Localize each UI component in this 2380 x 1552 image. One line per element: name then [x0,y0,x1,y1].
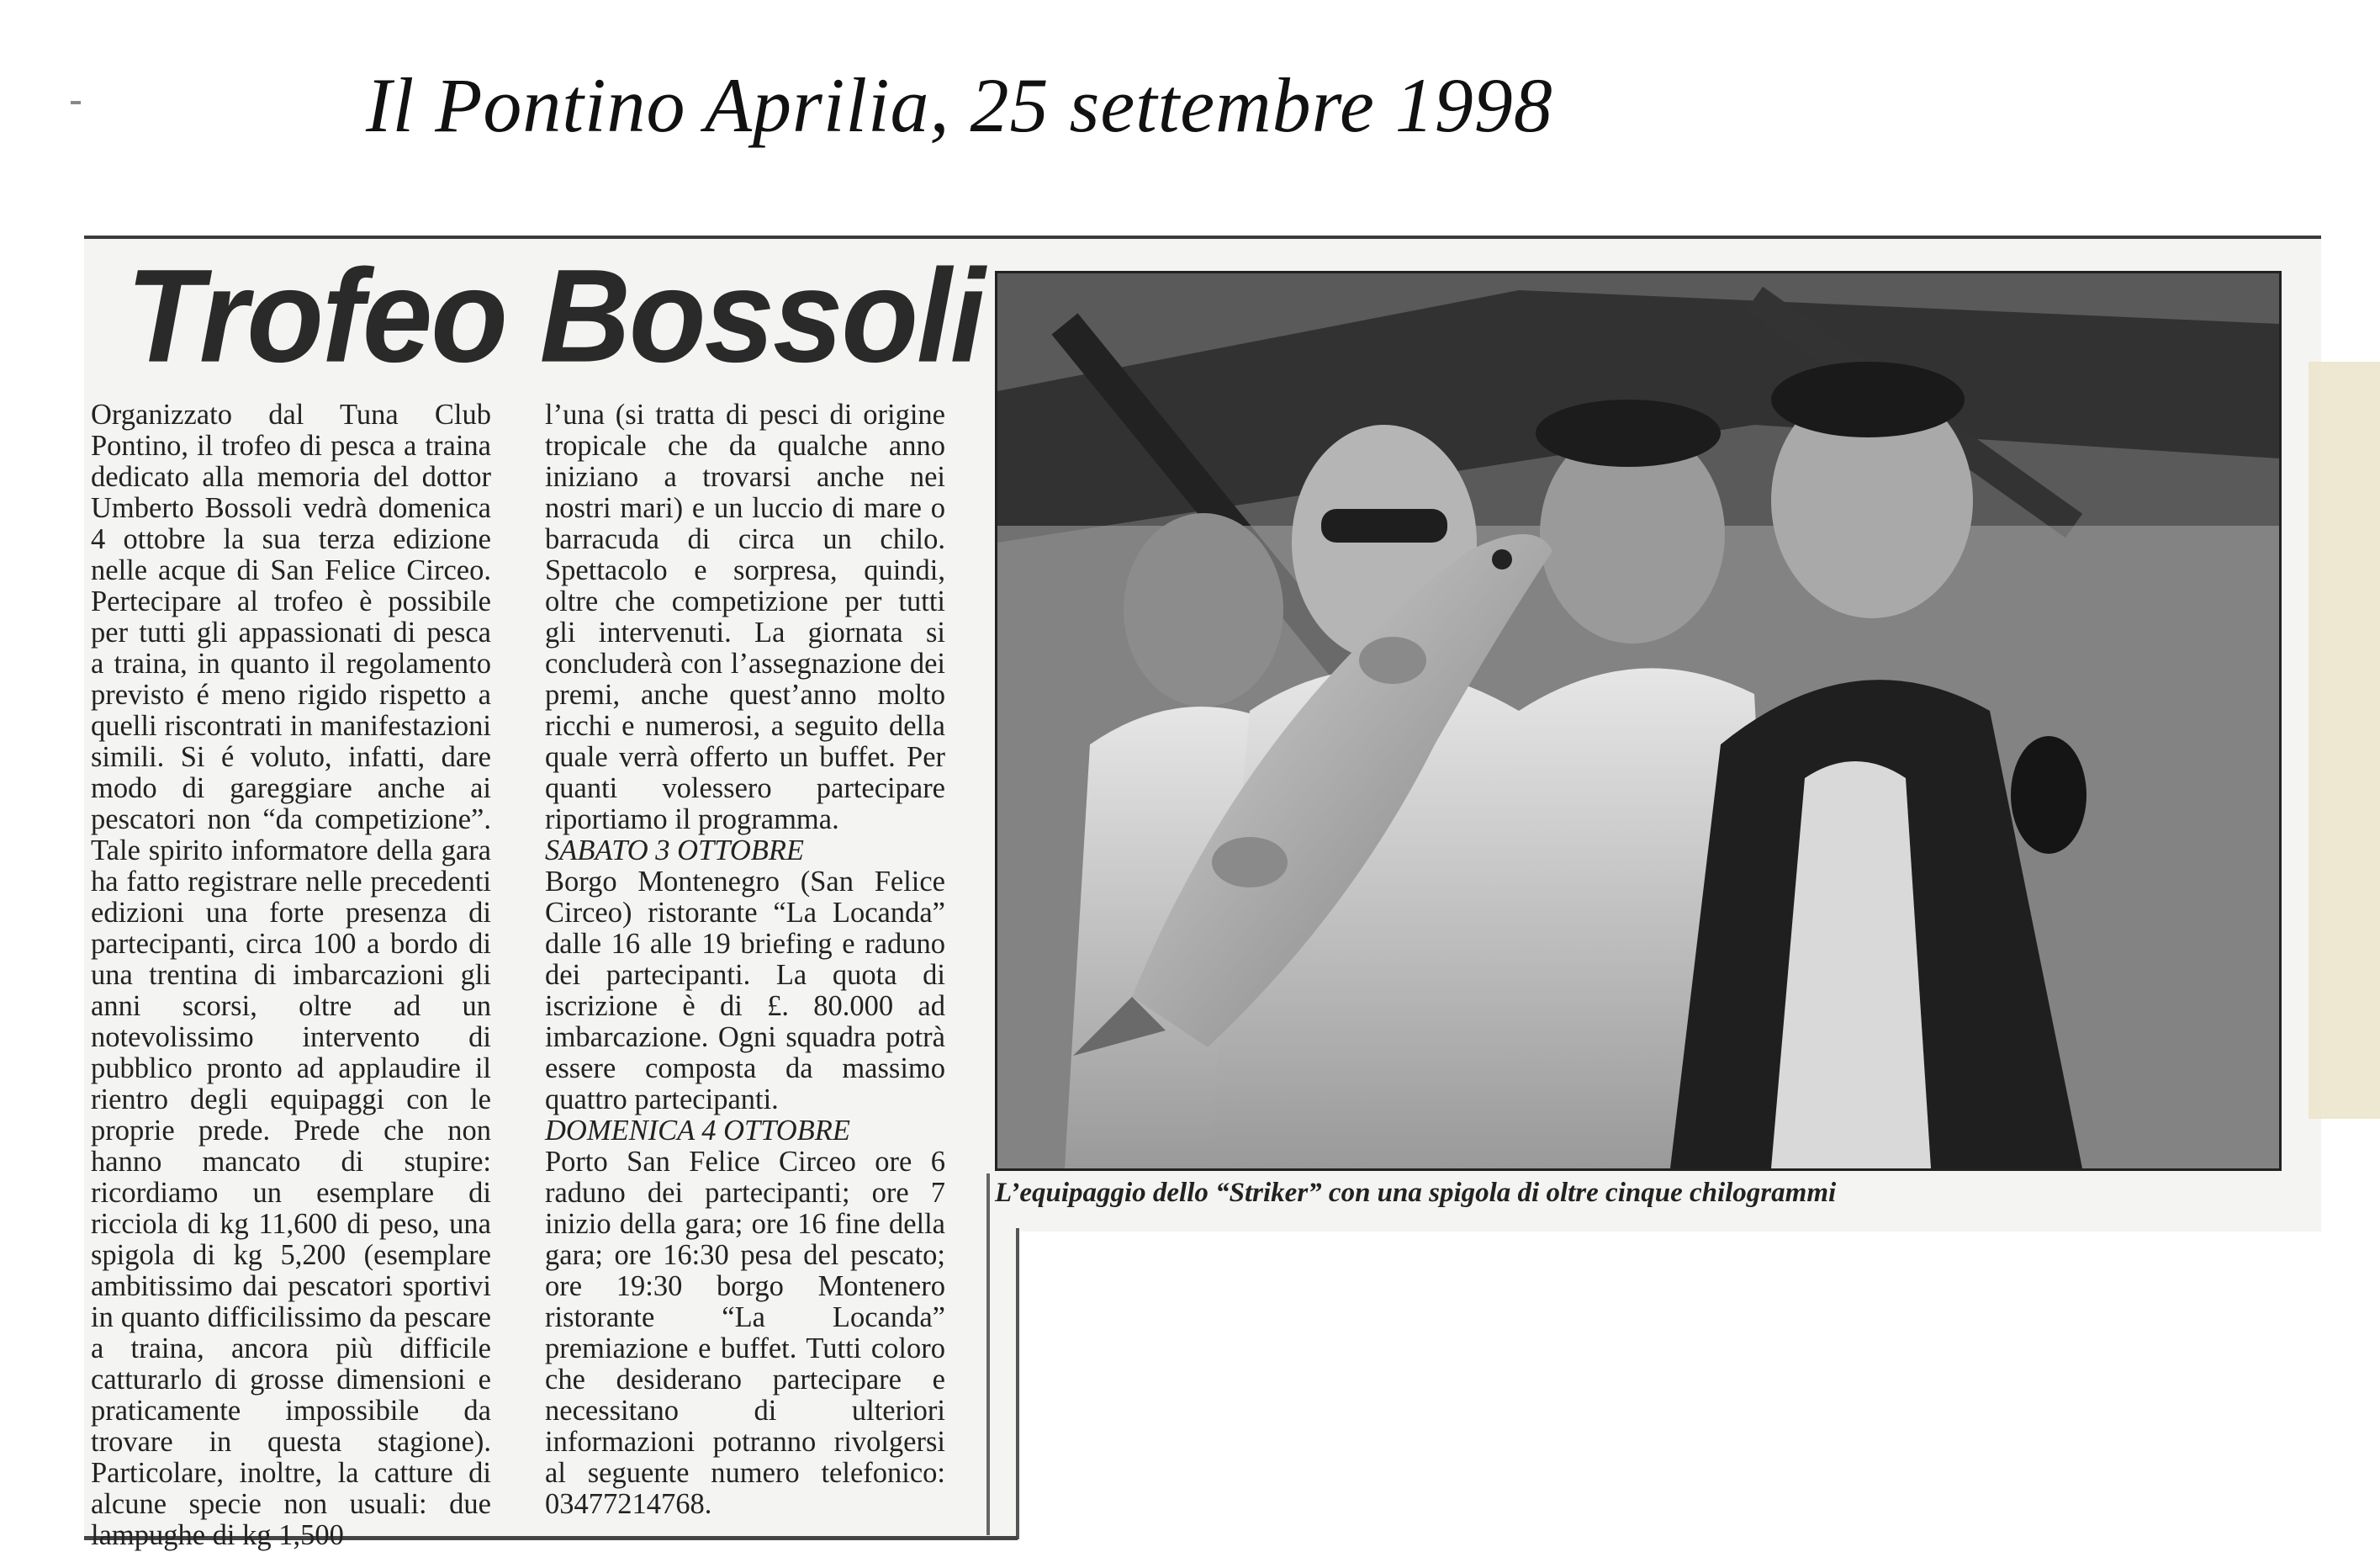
sunday-text: Porto San Felice Circeo ore 6 raduno dei partecipanti; ore 7 inizio della gara; ore 16 fine della gara; ore 16:30 pesa del pescato; ore 19:30 borgo Montenero ristorante “La Locanda” premiazione e buffet. Tutti coloro che desiderano partecipare e necessitano di ulteriori informazioni potranno rivolgersi al seguente numero telefonico: 03477214768. [545,1146,945,1520]
clipping-edge [1016,1228,1019,1539]
crew-photo-illustration [997,273,2279,1168]
adhesive-tape [2309,362,2380,1119]
article-column-2 [545,399,945,1520]
saturday-text: Borgo Montenegro (San Felice Circeo) ristorante “La Locanda” dalle 16 alle 19 briefing e raduno dei partecipanti. La quota di iscrizione è di £. 80.000 ad imbarcazione. Ogni squadra potrà essere composta da massimo quattro partecipanti. [545,866,945,1115]
crew-photo [995,271,2282,1171]
saturday-heading: SABATO 3 OTTOBRE [545,834,804,866]
article-column-1 [91,399,491,1551]
column-1-text: Organizzato dal Tuna Club Pontino, il trofeo di pesca a traina dedicato alla memoria del dottor Umberto Bossoli vedrà domenica 4 ottobre la sua terza edizione nelle acque di San Felice Circeo. Pertecipare al trofeo è possibile per tutti gli appassionati di pesca a traina, in quanto il regolamento previsto é meno rigido rispetto a quelli riscontrati in manifestazioni simili. Si é voluto, infatti, dare modo di gareggiare anche ai pescatori non “da competizione”. Tale spirito informatore della gara ha fatto registrare nelle precedenti edizioni una forte presenza di partecipanti, circa 100 a bordo di una trentina di imbarcazioni gli anni scorsi, oltre ad un notevolissimo intervento di pubblico pronto ad applaudire il rientro degli equipaggi con le proprie prede. Prede che non hanno mancato di stupire: ricordiamo un esemplare di ricciola di kg 11,600 di peso, una spigola di kg 5,200 (esemplare ambitissimo dai pescatori sportivi in quanto difficilissimo da pescare a traina, ancora più difficile catturarlo di grosse dimensioni e praticamente impossibile da trovare in questa stagione). Particolare, inoltre, la catture di alcune specie non usuali: due lampughe di kg 1,500 [91,399,491,1551]
article-headline: Trofeo Bossoli [126,241,984,390]
scan-mark [71,101,81,104]
column-rule [986,1173,990,1535]
column-2-intro: l’una (si tratta di pesci di origine tropicale che da qualche anno iniziano a trovarsi anche nei nostri mari) e un luccio di mare o barracuda di circa un chilo. Spettacolo e sorpresa, quindi, oltre che competizione per tutti gli intervenuti. La giornata si concluderà con l’assegnazione dei premi, anche quest’anno molto ricchi e numerosi, a seguito della quale verrà offerto un buffet. Per quanti volessero partecipare riportiamo il programma. [545,399,945,835]
source-line: Il Pontino Aprilia, 25 settembre 1998 [366,62,1553,148]
photo-caption: L’equipaggio dello “Striker” con una spigola di oltre cinque chilogrammi [995,1178,1837,1208]
sunday-heading: DOMENICA 4 OTTOBRE [545,1115,850,1147]
